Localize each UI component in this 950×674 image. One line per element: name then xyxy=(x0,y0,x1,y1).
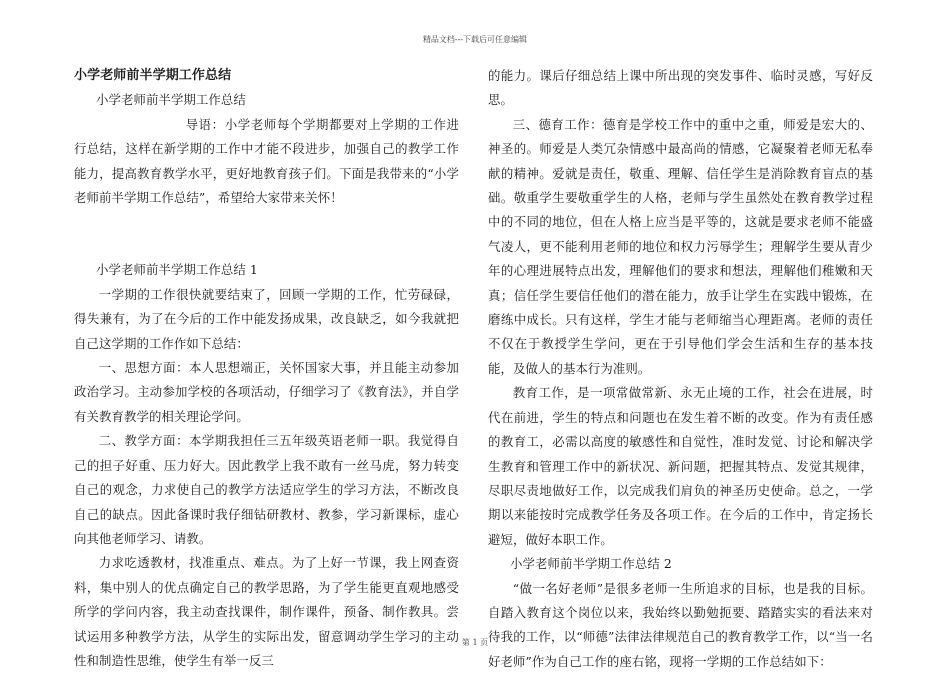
intro-paragraph: 导语：小学老师每个学期都要对上学期的工作进行总结，这样在新学期的工作中才能不段进步，加强自己的教学工作能力，提高教育教学水平，更好地教育孩子们。下面是我带来的“小学老师前半学期工作总结”，希望给大家带来关怀！ xyxy=(74,116,459,206)
paragraph: 一学期的工作很快就要结束了，回顾一学期的工作，忙劳碌碌，得失兼有，为了在今后的工作中能发扬成果，改良缺乏，如今我就把自己这学期的工作作如下总结： xyxy=(74,286,459,351)
page-number: 第 1 页 xyxy=(461,638,489,647)
document-title: 小学老师前半学期工作总结 xyxy=(74,68,232,83)
paragraph: 的能力。课后仔细总结上课中所出现的突发事件、临时灵感，写好反思。 xyxy=(488,68,873,108)
paragraph: 力求吃透教材，找准重点、难点。为了上好一节课，我上网查资料，集中别人的优点确定自己的教学思路，为了学生能更直观地感受所学的学问内容，我主动查找课件，制作课件，预备、制作教具。尝试运用多种教学方法，从学生的实际出发，留意调动学生学习的主动性和制造性思维，使学生有举一反三 xyxy=(74,555,459,668)
section-heading-1: 小学老师前半学期工作总结 1 xyxy=(96,262,258,278)
paragraph: 三、德育工作：德育是学校工作中的重中之重，师爱是宏大的、神圣的。师爱是人类冗杂情感中最高尚的情感，它凝聚着老师无私奉献的精神。爱就是责任，敬重、理解、信任学生是消除教育盲点的基础。敬重学生要敬重学生的人格，老师与学生虽然处在教育教学过程中的不同的地位，但在人格上应当是平等的，这就是要求老师不能盛气凌人，更不能利用老师的地位和权力污辱学生；理解学生要从青少年的心理进展特点出发，理解他们的要求和想法，理解他们稚嫩和天真；信任学生要信任他们的潜在能力，放手让学生在实践中锻炼，在磨练中成长。只有这样，学生才能与老师缩当心理距离。老师的责任不仅在于教授学生学问，更在于引导他们学会生活和生存的基本技能，及做人的基本行为准则。 xyxy=(488,116,873,376)
page-header: 精品文档---下载后可任意编辑 xyxy=(422,35,528,44)
right-column xyxy=(488,64,873,674)
paragraph: 教育工作，是一项常做常新、永无止境的工作，社会在进展，时代在前进，学生的特点和问题也在发生着不断的改变。作为有责任感的教育工，必需以高度的敏感性和自觉性，准时发觉、讨论和解决学生教育和管理工作中的新状况、新问题，把握其特点、发觉其规律，尽职尽责地做好工作，以完成我们肩负的神圣历史使命。总之，一学期以来能按时完成教学任务及各项工作。在今后的工作中，肯定扬长避短，做好本职工作。 xyxy=(488,385,873,547)
paragraph: 一、思想方面：本人思想端正，关怀国家大事，并且能主动参加政治学习。主动参加学校的各项活动，仔细学习了《教育法》，并自学有关教育教学的相关理论学问。 xyxy=(74,360,459,424)
paragraph: “做一名好老师”是很多老师一生所追求的目标，也是我的目标。自踏入教育这个岗位以来，我始终以勤勉扼要、踏踏实实的看法来对待我的工作，以“师德”法律法律规范自己的教育教学工作，以“当一名好老师”作为自己工作的座右铭，现将一学期的工作总结如下： xyxy=(488,580,873,669)
section-heading-2: 小学老师前半学期工作总结 2 xyxy=(510,556,672,572)
spacer xyxy=(74,210,459,258)
document-subtitle: 小学老师前半学期工作总结 xyxy=(96,92,246,108)
left-column xyxy=(74,64,459,673)
paragraph: 二、教学方面：本学期我担任三五年级英语老师一职。我觉得自己的担子好重、压力好大。因此教学上我不敢有一丝马虎，努力转变自己的观念，力求使自己的教学方法适应学生的学习方法，不断改良自己的缺点。因此备课时我仔细钻研教材、教参，学习新课标，虚心向其他老师学习、请教。 xyxy=(74,433,459,546)
